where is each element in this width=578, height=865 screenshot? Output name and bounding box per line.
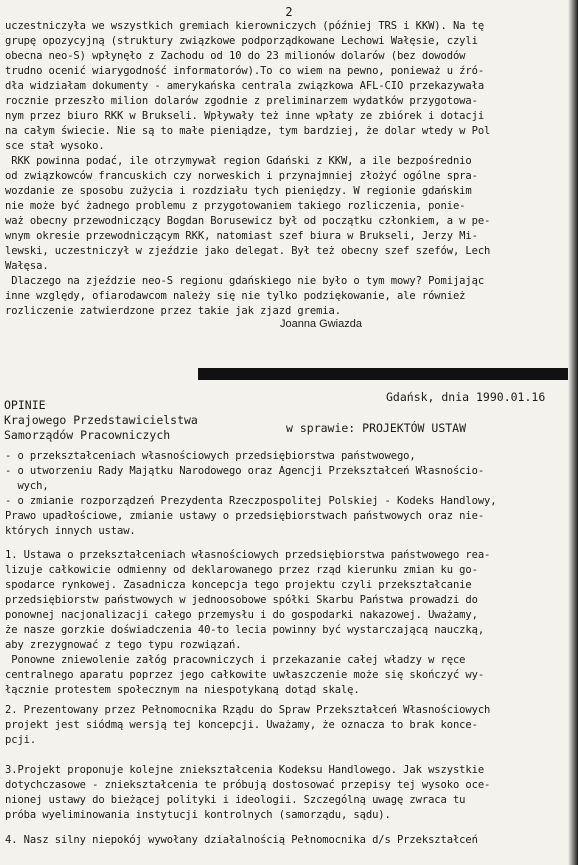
text-line: łącznie protestem społecznym na niespotykaną dotąd skalę.	[5, 684, 360, 696]
text-line: których innych ustaw.	[5, 525, 136, 537]
text-line: - o utworzeniu Rady Majątku Narodowego oraz Agencji Przekształceń Własnościo-	[5, 465, 485, 477]
text-line: od związkowców francuskich czy norweskich i przynajmniej złożyć ogólne spra-	[5, 170, 478, 182]
text-line: lizuje całkowicie odmienny od deklarowanego przez rząd kierunku zmian ku go-	[5, 564, 478, 576]
text-line: projekt jest siódmą wersją tej koncepcji. Uważamy, że oznacza to brak konce-	[5, 719, 478, 731]
text-line: dotychczasowe - zniekształcenia te próbują dostosować przepisy tej wysoko oce-	[5, 779, 491, 791]
text-line: inne względy, ofiarodawcom należy się nie tylko podziękowanie, ale również	[5, 290, 466, 302]
text-line: aby zrezygnować z tego typu rozwiązań.	[5, 639, 242, 651]
scan-edge-shadow	[568, 0, 578, 865]
text-line: rocznie przeszło milion dolarów zgodnie z preliminarzem wydatków przygotowa-	[5, 95, 478, 107]
text-line: - o zmianie rozporządzeń Prezydenta Rzeczpospolitej Polskiej - Kodeks Handlowy,	[5, 495, 497, 507]
text-line: RKK powinna podać, ile otrzymywał region Gdański z KKW, a ile bezpośrednio	[5, 155, 472, 167]
text-line: Ponowne zniewolenie załóg pracowniczych i przekazanie całej władzy w ręce	[5, 654, 466, 666]
text-line: 4. Nasz silny niepokój wywołany działalnością Pełnomocnika d/s Przekształceń	[5, 834, 478, 846]
text-line: na całym świecie. Nie są to małe pieniądze, tym bardziej, że dolar wtedy w Pol	[5, 125, 491, 137]
text-line: sce stał wysoko.	[5, 140, 105, 152]
text-line: pcji.	[5, 734, 37, 746]
text-line: spodarce rynkowej. Zasadnicza koncepcja tego projektu czyli przekształcanie	[5, 579, 472, 591]
text-line: Wałęsa.	[5, 260, 49, 272]
text-line: wych,	[5, 480, 49, 492]
header-title: OPINIE	[4, 398, 46, 412]
text-line: - o przekształceniach własnościowych przedsiębiorstwa państwowego,	[5, 450, 416, 462]
text-line: ponownej nacjonalizacji całego przemysłu i do gospodarki nakazowej. Uważamy,	[5, 609, 478, 621]
signature: Joanna Gwiazda	[280, 318, 362, 330]
text-line: grupę opozycyjną (struktury związkowe podporządkowane Lechowi Wałęsie, czyli	[5, 35, 478, 47]
text-line: lewski, uczestniczył w zjeździe jako delegat. Był też obecny szef szefów, Lech	[5, 245, 491, 257]
document-matter: w sprawie: PROJEKTÓW USTAW	[286, 421, 467, 435]
text-line: obecna neo-S) wpłynęło z Zachodu od 10 do 23 milionów dolarów (bez dowodów	[5, 50, 466, 62]
text-line: 3.Projekt proponuje kolejne zniekształcenia Kodeksu Handlowego. Jak wszystkie	[5, 764, 485, 776]
text-line: Prawo upadłościowe, zmianie ustawy o przedsiębiorstwach państwowych oraz nie-	[5, 510, 485, 522]
text-line: próba wyeliminowania instytucji kontrolnych (samorządu, sądu).	[5, 809, 391, 821]
text-line: centralnego aparatu poprzez jego całkowite uwłaszczenie może się skończyć wy-	[5, 669, 485, 681]
text-line: nie może być żadnego problemu z przygotowaniem takiego rozliczenia, ponie-	[5, 200, 466, 212]
text-line: nym przez biuro RKK w Brukseli. Wpływały też inne wpłaty ze zbiórek i dotacji	[5, 110, 485, 122]
text-line: uczestniczyła we wszystkich gremiach kierowniczych (później TRS i KKW). Na tę	[5, 20, 485, 32]
text-line: waż obecny przewodniczący Bogdan Borusewicz był od początku członkiem, a w pe-	[5, 215, 491, 227]
document-date: Gdańsk, dnia 1990.01.16	[386, 390, 546, 404]
header-institution: Krajowego Przedstawicielstwa	[4, 413, 198, 427]
text-line: Dlaczego na zjeździe neo-S regionu gdańskiego nie było o tym mowy? Pomijając	[5, 275, 485, 287]
section-divider	[198, 368, 578, 380]
document-header	[4, 398, 198, 443]
text-line: 1. Ustawa o przekształceniach własnościowych przedsiębiorstwa państwowego rea-	[5, 549, 491, 561]
text-line: 2. Prezentowany przez Pełnomocnika Rządu do Spraw Przekształceń Własnościowych	[5, 704, 491, 716]
page-number: 2	[285, 5, 293, 19]
text-line: przedsiębiorstw państwowych w jednoosobowe spółki Skarbu Państwa prowadzi do	[5, 594, 478, 606]
text-line: trudno ocenić wiarygodność informatorów).To co wiem na pewno, ponieważ u źró-	[5, 65, 485, 77]
text-line: dła widziałam dokumenty - amerykańska centrala związkowa AFL-CIO przekazywała	[5, 80, 485, 92]
text-line: wnym okresie przewodniczącym RKK, natomiast szef biura w Brukseli, Jerzy Mi-	[5, 230, 478, 242]
text-line: nionej ustawy do bieżącej polityki i ideologii. Szczególną uwagę zwraca tu	[5, 794, 466, 806]
text-line: że nasze gorzkie doświadczenia 40-to lecia powinny być wystarczającą nauczką,	[5, 624, 485, 636]
header-institution-2: Samorządów Pracowniczych	[4, 428, 171, 442]
text-line: wozdanie ze sposobu zużycia i rozdziału tych pieniędzy. W regionie gdańskim	[5, 185, 472, 197]
text-line: rozliczenie zatwierdzone przez takie jak zjazd gremia.	[5, 305, 341, 317]
